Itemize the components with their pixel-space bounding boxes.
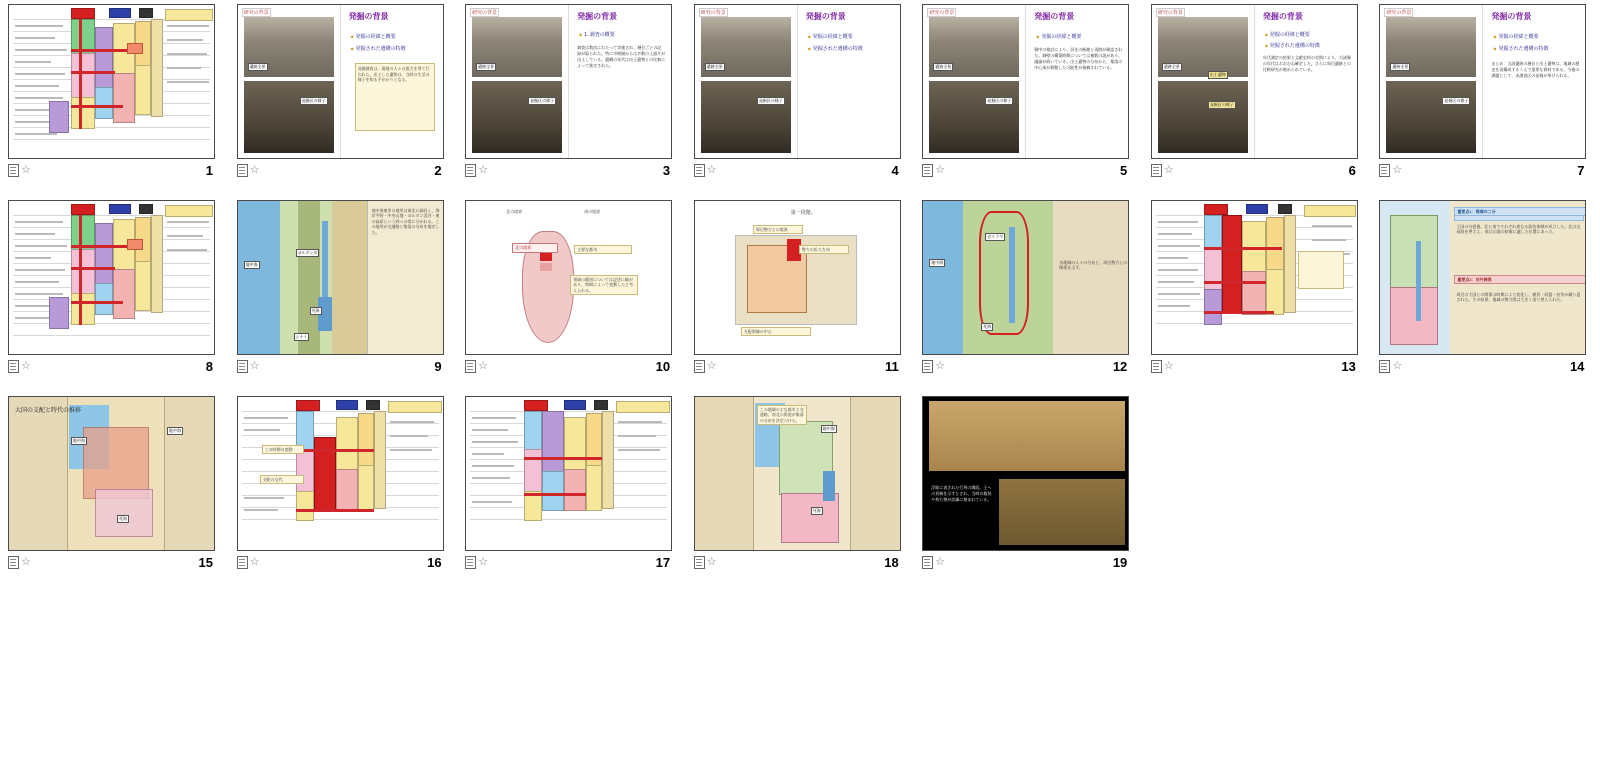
map-body-text: 各地域の人々の分布と、周辺勢力との関係を示す。 bbox=[1059, 260, 1128, 271]
body-text: まとめ：当該遺跡の層位と出土遺物は、地域の歴史を再構成するうえで重要な資料である。今後の課題として、未調査区の発掘が挙げられる。 bbox=[1491, 61, 1580, 78]
map-label: 死海 bbox=[119, 516, 127, 521]
slide-cell[interactable] bbox=[1143, 196, 1372, 392]
star-icon[interactable]: ☆ bbox=[478, 555, 489, 568]
star-icon[interactable]: ☆ bbox=[249, 163, 260, 176]
slide-thumbnail-11[interactable] bbox=[694, 200, 901, 355]
star-icon[interactable]: ☆ bbox=[706, 359, 717, 372]
photo-text-slide bbox=[923, 5, 1128, 158]
star-icon[interactable]: ☆ bbox=[21, 359, 31, 372]
slide-title: 発掘の背景 bbox=[1262, 12, 1303, 21]
slide-header: 研究の背景 bbox=[1386, 10, 1412, 16]
star-icon[interactable]: ☆ bbox=[935, 163, 946, 176]
slide-thumbnail-5[interactable] bbox=[922, 4, 1129, 159]
notes-icon[interactable] bbox=[694, 360, 705, 373]
slide-number: 14 bbox=[1569, 358, 1585, 374]
notes-icon[interactable] bbox=[694, 556, 705, 569]
star-icon[interactable]: ☆ bbox=[249, 555, 260, 568]
slide-cell[interactable] bbox=[229, 196, 458, 392]
slide-cell[interactable] bbox=[229, 0, 458, 196]
map-callout: 周辺勢力との境界 bbox=[753, 225, 803, 234]
slide-thumbnail-10[interactable] bbox=[465, 200, 672, 355]
star-icon[interactable]: ☆ bbox=[249, 359, 260, 372]
slide-thumbnail-1[interactable] bbox=[8, 4, 215, 159]
map-label: 地中海 bbox=[73, 438, 85, 443]
star-icon[interactable]: ☆ bbox=[478, 359, 489, 372]
photo-bottom bbox=[1158, 81, 1248, 153]
slide-meta bbox=[237, 551, 444, 573]
photo-label: 遺跡全景 bbox=[1163, 64, 1180, 69]
bullet-item: ◆ 発掘の経緯と概要 bbox=[351, 33, 396, 40]
slide-cell[interactable] bbox=[1143, 0, 1372, 196]
slide-number: 16 bbox=[427, 554, 442, 570]
slide-meta bbox=[922, 355, 1129, 377]
memo-note: 発掘調査は、現地の人々の協力を得て行われた。出土した遺物は、当時の生活の様子を知る手がかりとなる。 bbox=[355, 63, 435, 131]
map-slide bbox=[923, 201, 1128, 354]
notes-icon[interactable] bbox=[237, 556, 248, 569]
slide-meta bbox=[694, 355, 901, 377]
map-label: 地中海 bbox=[822, 426, 835, 431]
photo-label: 発掘区の様子 bbox=[758, 98, 783, 103]
slide-number: 19 bbox=[1112, 554, 1128, 570]
slide-number: 5 bbox=[1120, 162, 1128, 178]
photo-label: 遺跡全景 bbox=[478, 64, 495, 69]
slide-meta bbox=[465, 355, 672, 377]
photo-label: 出土遺物 bbox=[1209, 72, 1226, 77]
photo-label: 遺跡全景 bbox=[935, 64, 952, 69]
map-annotated-slide bbox=[695, 201, 900, 354]
map-label: 地中海 bbox=[245, 262, 258, 267]
slide-cell[interactable] bbox=[686, 392, 915, 588]
photo-bottom bbox=[244, 81, 334, 153]
star-icon[interactable]: ☆ bbox=[1163, 163, 1174, 176]
slide-thumbnail-6[interactable] bbox=[1151, 4, 1358, 159]
slide-cell[interactable] bbox=[1371, 196, 1600, 392]
diagram-label: 北の境界 bbox=[506, 209, 523, 214]
slide-thumbnail-19[interactable] bbox=[922, 396, 1129, 551]
notes-icon[interactable] bbox=[8, 164, 19, 177]
star-icon[interactable]: ☆ bbox=[21, 163, 31, 176]
notes-icon[interactable] bbox=[922, 360, 933, 373]
diagram-callout: 領域の範囲については記述に幅があり、時期によって変動したと考えられる。 bbox=[570, 275, 638, 295]
slide-meta bbox=[1151, 355, 1358, 377]
notes-icon[interactable] bbox=[1151, 360, 1162, 373]
photo-text-slide bbox=[238, 5, 443, 158]
notes-icon[interactable] bbox=[922, 164, 933, 177]
photo-bottom bbox=[701, 81, 791, 153]
slide-thumbnail-9[interactable] bbox=[237, 200, 444, 355]
bullet-item: ◆ 発掘の経緯と概要 bbox=[808, 33, 853, 40]
slide-title: 発掘の背景 bbox=[577, 12, 618, 21]
map-label: ヨルダン川 bbox=[297, 250, 318, 255]
slide-meta bbox=[237, 355, 444, 377]
notes-icon[interactable] bbox=[465, 556, 476, 569]
notes-icon[interactable] bbox=[8, 556, 19, 569]
slide-thumbnail-4[interactable] bbox=[694, 4, 901, 159]
slide-meta bbox=[8, 159, 215, 181]
timeline-chart bbox=[466, 397, 671, 550]
photo-label: 発掘区の様子 bbox=[987, 98, 1012, 103]
slide-number: 18 bbox=[884, 554, 899, 570]
section-body: 王国の分裂後、北と南でそれぞれ異なる政治体制が成立した。北は交易路を押さえ、南は山地の防衛に適した位置にあった。 bbox=[1456, 224, 1581, 235]
slide-header: 研究の背景 bbox=[243, 10, 269, 16]
slide-thumbnail-17[interactable] bbox=[465, 396, 672, 551]
photo-bottom bbox=[1386, 81, 1476, 153]
slide-header: 研究の背景 bbox=[929, 10, 955, 16]
slide-number: 4 bbox=[891, 162, 899, 178]
map-callout: 地中海東岸の地形は南北に細長く、海岸平野・中央山地・ヨルダン渓谷・東の高原という四つの帯に分かれる。この地形が交通路と集落の分布を規定した。 bbox=[370, 207, 444, 344]
slide-meta bbox=[465, 551, 672, 573]
slide-meta bbox=[694, 551, 901, 573]
slide-number: 9 bbox=[434, 358, 442, 374]
timeline-chart bbox=[9, 5, 214, 158]
notes-icon[interactable] bbox=[465, 164, 476, 177]
star-icon[interactable]: ☆ bbox=[478, 163, 489, 176]
slide-thumbnail-7[interactable] bbox=[1379, 4, 1586, 159]
slide-meta bbox=[1379, 159, 1586, 181]
star-icon[interactable]: ☆ bbox=[1392, 359, 1403, 372]
slide-cell[interactable] bbox=[457, 196, 686, 392]
map-label: 地中海 bbox=[169, 428, 181, 433]
map-label: 死海 bbox=[311, 308, 320, 313]
slide-meta bbox=[1379, 355, 1586, 377]
slide-title: 発掘の背景 bbox=[348, 12, 389, 21]
timeline-chart bbox=[9, 201, 214, 354]
slide-header: 研究の背景 bbox=[472, 10, 498, 16]
slide-meta bbox=[8, 551, 215, 573]
notes-icon[interactable] bbox=[922, 556, 933, 569]
diagram-label: 南の境界 bbox=[584, 209, 601, 214]
slide-thumbnail-15[interactable] bbox=[8, 396, 215, 551]
star-icon[interactable]: ☆ bbox=[1163, 359, 1174, 372]
photo-label: 発掘区の様子 bbox=[530, 98, 555, 103]
photo-label: 発掘区の様子 bbox=[1209, 102, 1234, 107]
notes-icon[interactable] bbox=[1379, 164, 1390, 177]
slide-number: 13 bbox=[1341, 358, 1356, 374]
photo-text-slide bbox=[466, 5, 671, 158]
bullet-item: ◆ 発掘された遺構の特徴 bbox=[351, 45, 406, 52]
slide-meta bbox=[8, 355, 215, 377]
empty-cell bbox=[1371, 392, 1600, 588]
diagram-slide bbox=[466, 201, 671, 354]
subtitle: ◆ 1. 調査の概要 bbox=[579, 31, 615, 38]
notes-icon[interactable] bbox=[1151, 164, 1162, 177]
chart-callout: 支配の交代 bbox=[260, 475, 304, 484]
slide-cell[interactable] bbox=[1371, 0, 1600, 196]
diagram-note: 主要な都市 bbox=[574, 245, 632, 254]
star-icon[interactable]: ☆ bbox=[706, 163, 717, 176]
bullet-item: ◆ 発掘の経緯と概要 bbox=[1265, 31, 1310, 38]
empty-cell bbox=[0, 588, 229, 784]
slide-cell[interactable] bbox=[457, 392, 686, 588]
star-icon[interactable]: ☆ bbox=[21, 555, 31, 568]
slide-number: 6 bbox=[1348, 162, 1356, 178]
slide-header: 研究の背景 bbox=[1157, 10, 1183, 16]
map-slide bbox=[238, 201, 443, 354]
slide-thumbnail-2[interactable] bbox=[237, 4, 444, 159]
slide-cell[interactable] bbox=[229, 392, 458, 588]
slide-number: 11 bbox=[884, 358, 899, 374]
slide-number: 2 bbox=[434, 162, 442, 178]
bullet-item: ◆ 発掘された遺構の特徴 bbox=[1493, 45, 1548, 52]
photo-label: 遺跡全景 bbox=[706, 64, 723, 69]
section-body: 周辺の大国との関係は時期により変化し、朝貢・同盟・抗争が繰り返された。その結果、地域の勢力図は大きく塗り替えられた。 bbox=[1456, 292, 1581, 303]
slide-number: 15 bbox=[198, 554, 213, 570]
chart-callout: この時期の変動 bbox=[262, 445, 304, 454]
slide-thumbnail-12[interactable] bbox=[922, 200, 1129, 355]
slide-meta bbox=[237, 159, 444, 181]
photo-label: 遺跡全景 bbox=[249, 64, 266, 69]
notes-icon[interactable] bbox=[694, 164, 705, 177]
slide-thumbnail-18[interactable] bbox=[694, 396, 901, 551]
photo-label: 遺跡全景 bbox=[1392, 64, 1409, 69]
star-icon[interactable]: ☆ bbox=[935, 555, 946, 568]
map-slide bbox=[695, 397, 900, 550]
notes-icon[interactable] bbox=[237, 164, 248, 177]
slide-title: 大国の支配と時代の推移 bbox=[15, 408, 82, 414]
slide-cell[interactable] bbox=[0, 196, 229, 392]
slide-cell[interactable] bbox=[457, 0, 686, 196]
slide-cell[interactable] bbox=[914, 392, 1143, 588]
bullet-item: ◆ 発掘された遺構の特徴 bbox=[808, 45, 863, 52]
dark-photo-slide bbox=[923, 397, 1128, 550]
slide-thumbnail-8[interactable] bbox=[8, 200, 215, 355]
map-label: ガリラヤ bbox=[987, 234, 1004, 239]
photo-text-slide bbox=[695, 5, 900, 158]
slide-thumbnail-13[interactable] bbox=[1151, 200, 1358, 355]
slide-meta bbox=[694, 159, 901, 181]
body-text: 調査は数次にわたって実施され、層位ごとの記録が取られた。特に中期層からは多数の土器片が出土している。遺構の年代は出土遺物との比較によって推定された。 bbox=[577, 45, 666, 68]
slide-cell[interactable] bbox=[686, 196, 915, 392]
slide-meta bbox=[922, 551, 1129, 573]
slide-number: 3 bbox=[662, 162, 671, 178]
slide-meta bbox=[922, 159, 1129, 181]
star-icon[interactable]: ☆ bbox=[706, 555, 717, 568]
slide-caption: 第一段階。 bbox=[790, 210, 816, 216]
bullet-item: ◆ 発掘の経緯と概要 bbox=[1036, 33, 1081, 40]
map-label: 死海 bbox=[812, 508, 821, 513]
bullet-item: ◆ 発掘の経緯と概要 bbox=[1493, 33, 1538, 40]
section-heading: 重要点2：対外関係 bbox=[1454, 275, 1586, 284]
map-text-slide bbox=[1380, 201, 1585, 354]
photo-bottom bbox=[472, 81, 562, 153]
empty-cell bbox=[1143, 392, 1372, 588]
slide-cell[interactable] bbox=[0, 0, 229, 196]
photo-label: 発掘区の様子 bbox=[301, 98, 326, 103]
timeline-chart bbox=[238, 397, 443, 550]
slide-title: 発掘の背景 bbox=[805, 12, 846, 21]
notes-icon[interactable] bbox=[465, 360, 476, 373]
star-icon[interactable]: ☆ bbox=[935, 359, 946, 372]
notes-icon[interactable] bbox=[1379, 360, 1390, 373]
slide-cell[interactable] bbox=[0, 392, 229, 588]
slide-number: 1 bbox=[205, 162, 213, 178]
body-text: 年代測定の結果と文献史料の対照により、当該層の年代はおおむね確定した。さらに周辺遺跡との比較研究が進められている。 bbox=[1262, 55, 1351, 72]
slide-number: 17 bbox=[655, 554, 671, 570]
map-slide bbox=[9, 397, 214, 550]
slide-cell[interactable] bbox=[686, 0, 915, 196]
photo-text-slide bbox=[1152, 5, 1357, 158]
slide-title: 発掘の背景 bbox=[1034, 12, 1075, 21]
map-callout: この地域の主な都市と交通路。南北の街道が集落の分布を決定づけた。 bbox=[757, 405, 807, 425]
timeline-chart bbox=[1152, 201, 1357, 354]
photo-bottom bbox=[929, 81, 1019, 153]
chart-note bbox=[1298, 251, 1344, 289]
slide-caption: 浮彫に表された行列の場面。王への貢納を示すとされ、当時の服装や持ち物が詳細に刻まれている。 bbox=[931, 485, 992, 502]
notes-icon[interactable] bbox=[237, 360, 248, 373]
photo-label: 発掘区の様子 bbox=[1444, 98, 1469, 103]
bullet-item: ◆ 発掘された遺構の特徴 bbox=[1265, 42, 1320, 49]
slide-cell[interactable] bbox=[914, 0, 1143, 196]
slide-meta bbox=[465, 159, 672, 181]
slide-number: 12 bbox=[1112, 358, 1128, 374]
star-icon[interactable]: ☆ bbox=[1392, 163, 1403, 176]
map-label: シナイ bbox=[295, 334, 308, 339]
slide-thumbnail-14[interactable] bbox=[1379, 200, 1586, 355]
map-callout: 支配領域の中心 bbox=[741, 327, 811, 336]
diagram-redbox: 北の境界 bbox=[512, 243, 558, 253]
map-callout: 勢力の拡大方向 bbox=[799, 245, 849, 254]
slide-header: 研究の背景 bbox=[700, 10, 726, 16]
slide-number: 7 bbox=[1577, 162, 1585, 178]
section-heading: 重要点1：領域の二分 bbox=[1454, 207, 1586, 216]
notes-icon[interactable] bbox=[8, 360, 19, 373]
slide-title: 発掘の背景 bbox=[1491, 12, 1532, 21]
map-label: 死海 bbox=[983, 324, 992, 329]
slide-thumbnail-3[interactable] bbox=[465, 4, 672, 159]
slide-number: 10 bbox=[655, 358, 671, 374]
photo-text-slide bbox=[1380, 5, 1585, 158]
slide-thumbnail-16[interactable] bbox=[237, 396, 444, 551]
slide-meta bbox=[1151, 159, 1358, 181]
slide-cell[interactable] bbox=[914, 196, 1143, 392]
body-text: 層序の検討により、居住の断絶と再開が確認された。城壁の構築時期については複数の説があり、議論が続いている。出土遺物の分布から、集落の中心部が移動した可能性が指摘されている。 bbox=[1034, 47, 1123, 70]
map-label: 地中海 bbox=[931, 260, 944, 265]
slide-number: 8 bbox=[205, 358, 213, 374]
